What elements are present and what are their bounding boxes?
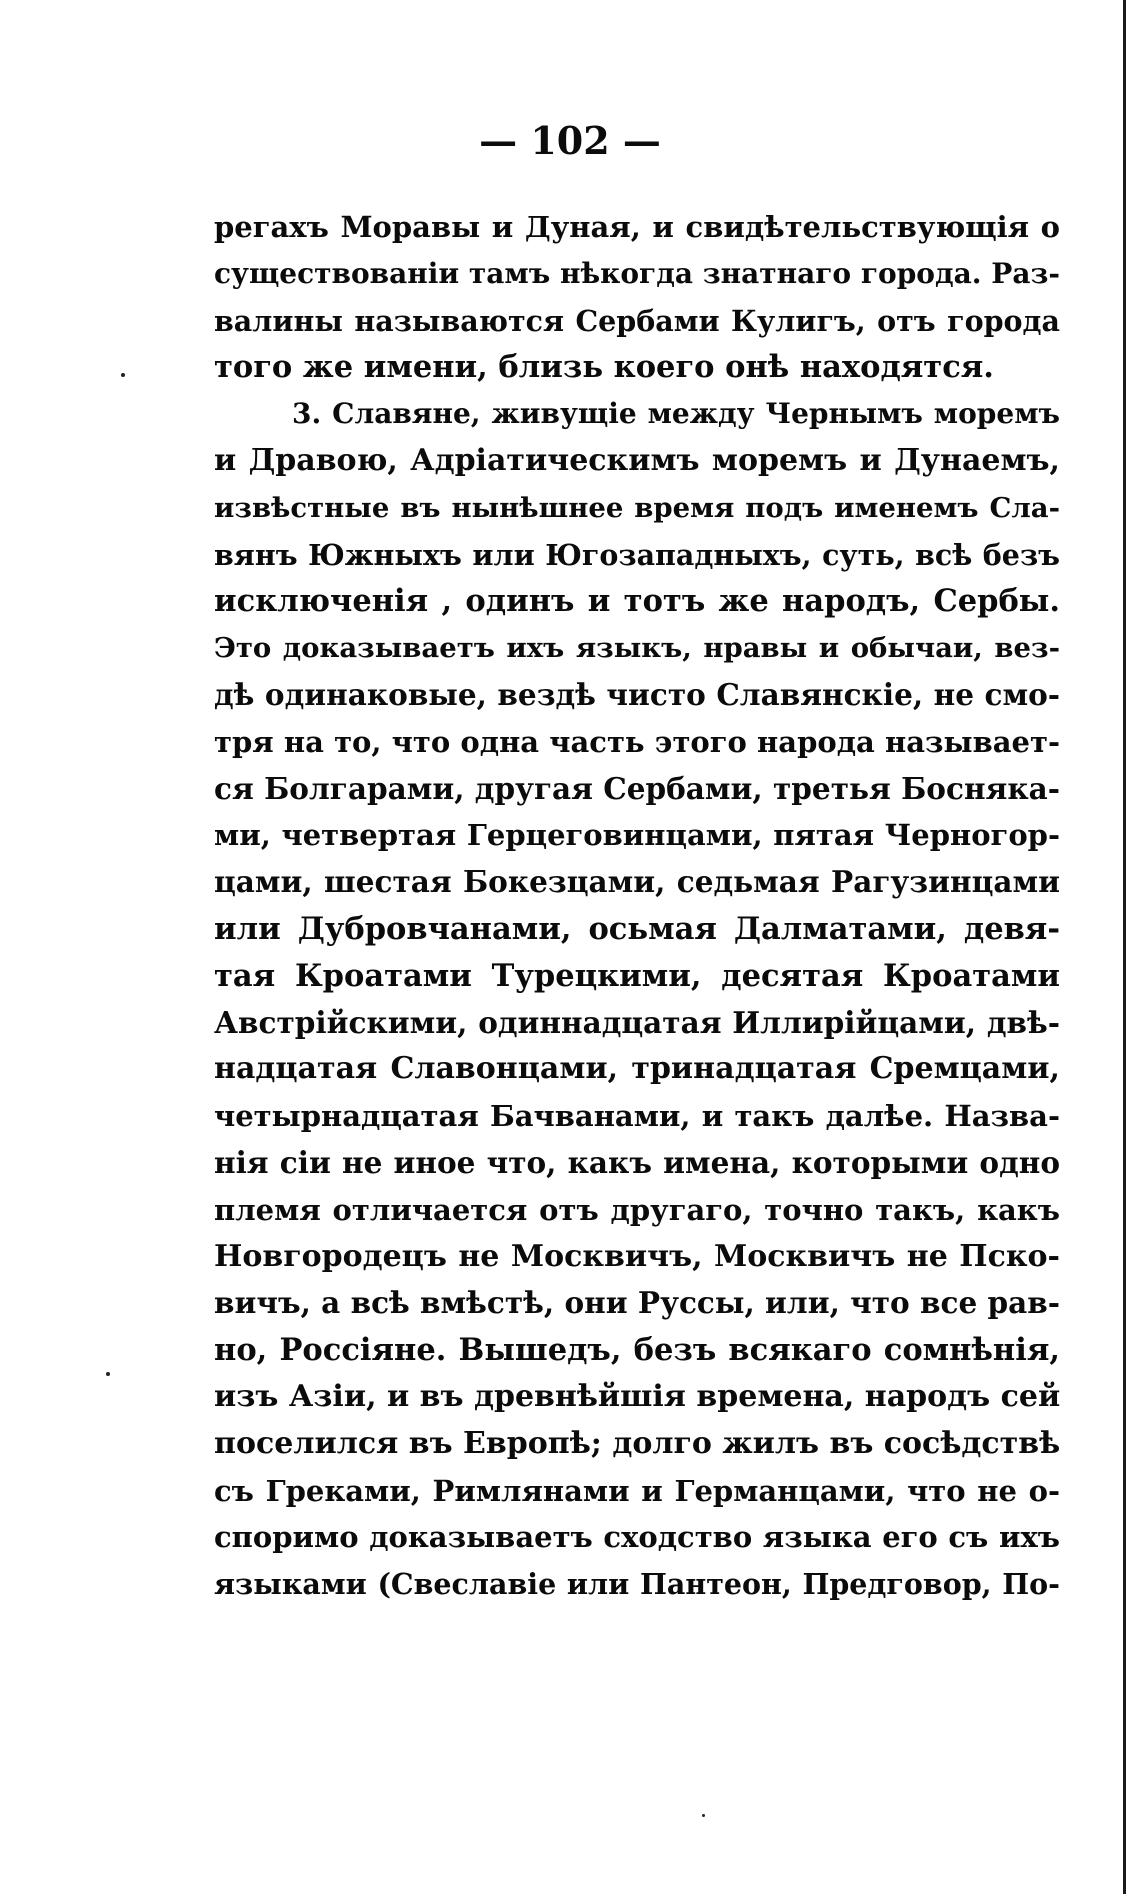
text-line: племя отличается отъ другаго, точно такъ, какъ <box>214 1192 1060 1227</box>
page-number: — 102 — <box>479 118 661 163</box>
text-line: извѣстные въ нынѣшнее время подъ именемъ Сла- <box>214 491 1060 524</box>
ink-speck <box>106 1372 110 1376</box>
text-line: Это доказываетъ ихъ языкъ, нравы и обычаи, вез- <box>214 632 1060 665</box>
text-line: но, Россіяне. Вышедъ, безъ всякаго сомнѣнія, <box>214 1332 1060 1369</box>
text-line: или Дубровчанами, осьмая Далматами, девя- <box>214 910 1060 947</box>
text-line: поселился въ Европѣ; долго жилъ въ сосѣдствѣ <box>214 1425 1060 1461</box>
text-line: споримо доказываетъ сходство языка его съ ихъ <box>214 1520 1060 1555</box>
text-line: тря на то, что одна часть этого народа называет- <box>214 724 1060 759</box>
text-line: надцатая Славонцами, тринадцатая Сремцами, <box>214 1051 1060 1087</box>
text-line: Новгородецъ не Москвичъ, Москвичъ не Пско- <box>214 1238 1060 1274</box>
text-line: ся Болгарами, другая Сербами, третья Босняка- <box>214 770 1060 806</box>
text-line: нія сіи не иное что, какъ имена, которыми одно <box>214 1144 1060 1180</box>
text-line: тая Кроатами Турецкими, десятая Кроатами <box>214 957 1060 994</box>
text-line: языками (Свеславіе или Пантеон, Предговор, По- <box>214 1567 1060 1602</box>
text-line: ми, четвертая Герцеговинцами, пятая Черногор- <box>214 818 1060 853</box>
ink-speck <box>702 1814 705 1817</box>
text-line: вянъ Южныхъ или Югозападныхъ, суть, всѣ безъ <box>214 537 1060 572</box>
text-line: исключенія , одинъ и тотъ же народъ, Сербы. <box>214 583 1060 620</box>
text-line: вичъ, а всѣ вмѣстѣ, они Руссы, или, что все рав- <box>214 1285 1060 1321</box>
text-line: дѣ одинаковые, вездѣ чисто Славянскіе, не смо- <box>214 676 1060 712</box>
page-binding-edge <box>1123 0 1126 1894</box>
text-line: четырнадцатая Бачванами, и такъ далѣе. Назва- <box>214 1099 1060 1134</box>
text-line: того же имени, близь коего онѣ находятся. <box>214 349 994 386</box>
text-line: существованіи тамъ нѣкогда знатнаго города. Раз- <box>214 256 1060 290</box>
text-line: Австрійскими, одиннадцатая Иллирійцами, двѣ- <box>214 1004 1060 1040</box>
text-line: регахъ Моравы и Дуная, и свидѣтельствующія о <box>214 210 1060 244</box>
text-line: цами, шестая Бокезцами, седьмая Рагузинцами <box>214 864 1060 900</box>
text-line: 3. Славяне, живущіе между Чернымъ моремъ <box>292 397 1060 431</box>
text-line: изъ Азіи, и въ древнѣйшія времена, народъ сей <box>214 1378 1060 1414</box>
text-line: съ Греками, Римлянами и Германцами, что не о- <box>214 1473 1060 1508</box>
ink-speck <box>121 373 125 377</box>
text-line: и Дравою, Адріатическимъ моремъ и Дунаемъ, <box>214 442 1060 478</box>
text-line: валины называются Сербами Кулигъ, отъ города <box>214 303 1060 338</box>
body-text <box>214 204 1060 1608</box>
